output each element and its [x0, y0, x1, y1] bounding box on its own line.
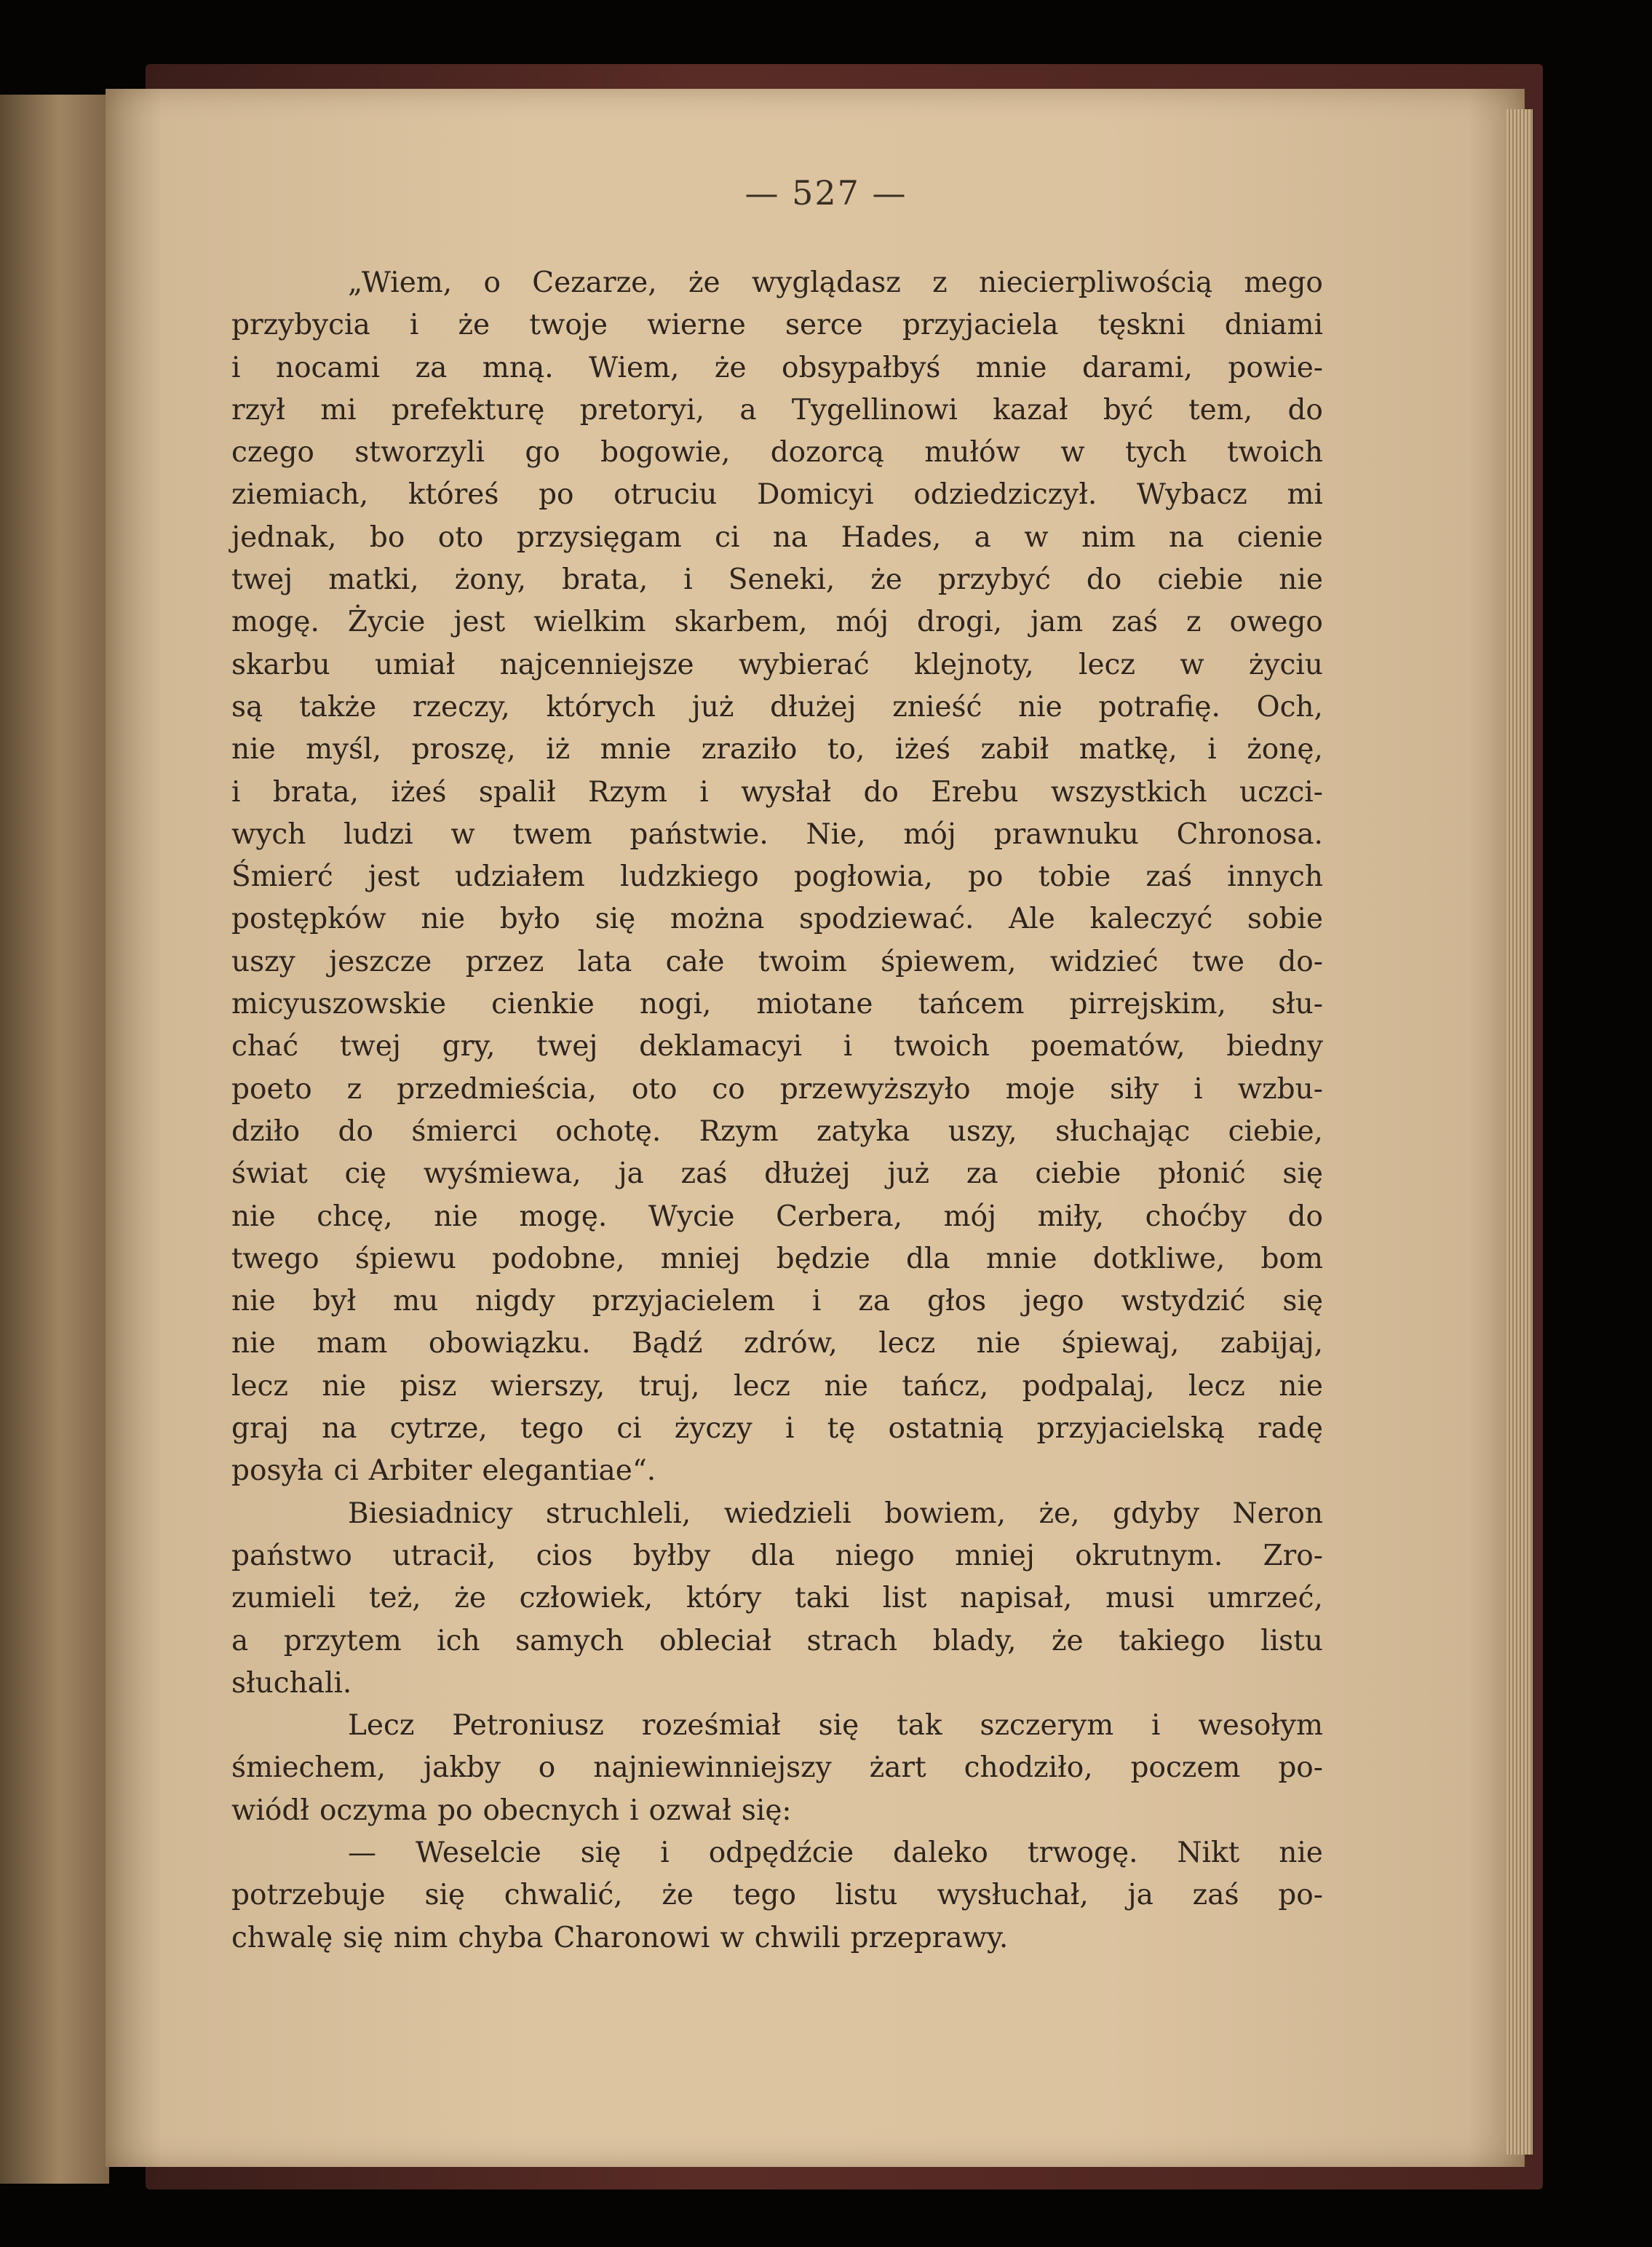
facing-page-edge [0, 95, 109, 2184]
text-line: i brata, iżeś spalił Rzym i wysłał do Erebu wszystkich uczci- [231, 775, 1323, 809]
text-line: uszy jeszcze przez lata całe twoim śpiewem, widzieć twe do- [231, 945, 1323, 978]
text-line: postępków nie było się można spodziewać. Ale kaleczyć sobie [231, 903, 1323, 936]
text-line: rzył mi prefekturę pretoryi, a Tygellinowi kazał być tem, do [231, 393, 1323, 427]
text-line: przybycia i że twoje wierne serce przyjaciela tęskni dniami [231, 309, 1323, 342]
text-line: państwo utracił, cios byłby dla niego mniej okrutnym. Zro- [231, 1539, 1323, 1572]
text-line: potrzebuje się chwalić, że tego listu wysłuchał, ja zaś po- [231, 1879, 1323, 1912]
text-line: Lecz Petroniusz roześmiał się tak szczerym i wesołym [348, 1709, 1323, 1743]
text-line: micyuszowskie cienkie nogi, miotane tańcem pirrejskim, słu- [231, 988, 1323, 1021]
text-line: chwalę się nim chyba Charonowi w chwili przeprawy. [231, 1921, 1009, 1954]
text-line: dziło do śmierci ochotę. Rzym zatyka uszy, słuchając ciebie, [231, 1114, 1323, 1148]
text-line: śmiechem, jakby o najniewinniejszy żart chodziło, poczem po- [231, 1751, 1323, 1785]
text-line: słuchali. [231, 1666, 352, 1700]
text-line: wiódł oczyma po obecnych i ozwał się: [231, 1794, 792, 1827]
text-line: twej matki, żony, brata, i Seneki, że przybyć do ciebie nie [231, 563, 1323, 597]
text-line: nie myśl, proszę, iż mnie zraziło to, iżeś zabił matkę, i żonę, [231, 733, 1323, 766]
text-line: lecz nie pisz wierszy, truj, lecz nie tańcz, podpalaj, lecz nie [231, 1369, 1323, 1403]
text-line: posyła ci Arbiter elegantiae“. [231, 1454, 656, 1488]
text-line: nie mam obowiązku. Bądź zdrów, lecz nie śpiewaj, zabijaj, [231, 1327, 1323, 1360]
page-text [231, 262, 1323, 1959]
text-line: a przytem ich samych obleciał strach blady, że takiego listu [231, 1624, 1323, 1657]
text-line: mogę. Życie jest wielkim skarbem, mój drogi, jam zaś z owego [231, 606, 1323, 639]
text-line: wych ludzi w twem państwie. Nie, mój prawnuku Chronosa. [231, 817, 1323, 851]
text-line: chać twej gry, twej deklamacyi i twoich poematów, biedny [231, 1030, 1323, 1063]
text-line: nie chcę, nie mogę. Wycie Cerbera, mój miły, choćby do [231, 1200, 1323, 1233]
text-line: są także rzeczy, których już dłużej znieść nie potrafię. Och, [231, 690, 1323, 724]
text-line: Biesiadnicy struchleli, wiedzieli bowiem, że, gdyby Neron [348, 1497, 1323, 1530]
text-line: świat cię wyśmiewa, ja zaś dłużej już za ciebie płonić się [231, 1157, 1323, 1191]
text-line: „Wiem, o Cezarze, że wyglądasz z niecierpliwością mego [348, 266, 1323, 299]
text-line: nie był mu nigdy przyjacielem i za głos jego wstydzić się [231, 1285, 1323, 1318]
page-number: — 527 — [744, 173, 908, 213]
text-line: twego śpiewu podobne, mniej będzie dla mnie dotkliwe, bom [231, 1242, 1323, 1275]
page-stack-edge [1506, 109, 1533, 2155]
text-line: zumieli też, że człowiek, który taki list napisał, musi umrzeć, [231, 1582, 1323, 1615]
text-line: poeto z przedmieścia, oto co przewyższyło moje siły i wzbu- [231, 1072, 1323, 1106]
text-line: czego stworzyli go bogowie, dozorcą mułów w tych twoich [231, 436, 1323, 469]
text-line: skarbu umiał najcenniejsze wybierać klejnoty, lecz w życiu [231, 648, 1323, 681]
text-line: graj na cytrze, tego ci życzy i tę ostatnią przyjacielską radę [231, 1412, 1323, 1446]
text-line: ziemiach, któreś po otruciu Domicyi odziedziczył. Wybacz mi [231, 478, 1323, 512]
text-line: Śmierć jest udziałem ludzkiego pogłowia, po tobie zaś innych [231, 860, 1323, 894]
text-line: jednak, bo oto przysięgam ci na Hades, a w nim na cienie [231, 520, 1323, 554]
text-line: i nocami za mną. Wiem, że obsypałbyś mnie darami, powie- [231, 351, 1323, 384]
text-line: — Weselcie się i odpędźcie daleko trwogę. Nikt nie [348, 1836, 1323, 1869]
